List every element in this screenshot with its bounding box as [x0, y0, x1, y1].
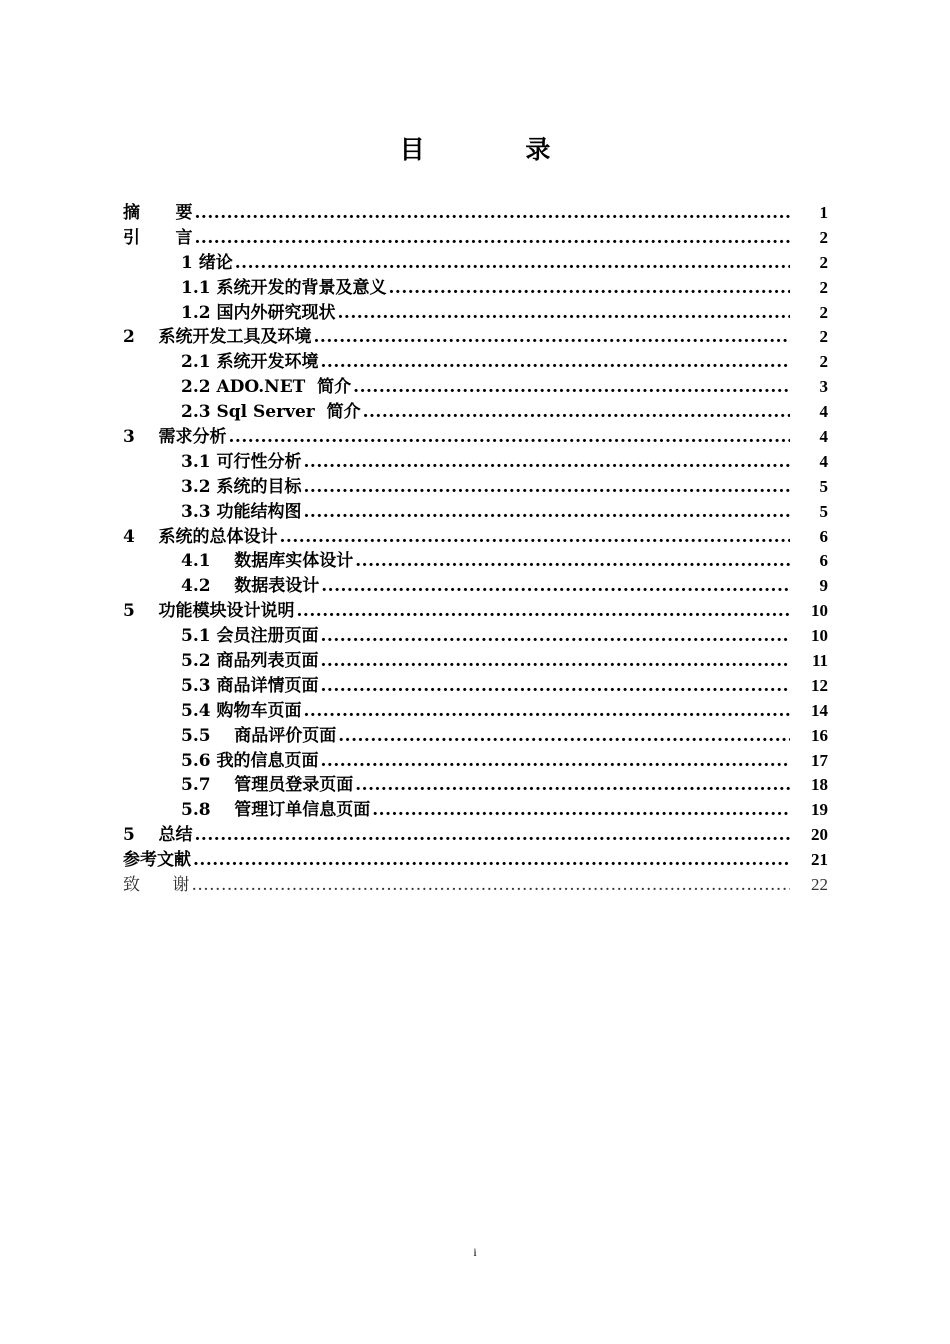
toc-dot-leader — [195, 203, 790, 223]
toc-entry[interactable] — [123, 646, 828, 671]
page-title: 目 录 — [399, 135, 597, 164]
toc-dot-leader — [321, 626, 791, 646]
toc-entry[interactable] — [123, 621, 828, 646]
toc-dot-leader — [355, 551, 790, 571]
toc-entry-label: 3.3 功能结构图 — [181, 501, 302, 522]
toc-entry-label: 5.3 商品详情页面 — [181, 675, 319, 696]
toc-entry[interactable] — [123, 770, 828, 795]
toc-entry-label: 2.2 ADO.NET 简介 — [181, 377, 352, 398]
toc-page-number: 2 — [819, 302, 828, 322]
toc-dot-leader — [304, 477, 791, 497]
toc-dot-leader — [314, 327, 790, 347]
toc-dot-leader — [389, 278, 791, 298]
toc-page-number: 16 — [811, 725, 828, 745]
toc-page-number: 4 — [819, 427, 828, 447]
toc-dot-leader — [193, 850, 790, 870]
toc-entry[interactable] — [123, 198, 828, 223]
toc-dot-leader — [363, 402, 790, 422]
toc-entry-label: 参考文献 — [123, 850, 191, 871]
toc-page-number: 2 — [819, 327, 828, 347]
toc-entry-label: 5.5 商品评价页面 — [181, 725, 337, 746]
toc-page-number: 4 — [819, 402, 828, 422]
toc-page-number: 2 — [819, 277, 828, 297]
toc-entry[interactable] — [123, 397, 828, 422]
toc-page-number: 22 — [811, 875, 828, 895]
toc-page-number: 18 — [811, 775, 828, 795]
table-of-contents — [123, 198, 828, 895]
toc-dot-leader — [355, 775, 790, 795]
toc-entry-label: 5.6 我的信息页面 — [181, 750, 319, 771]
toc-dot-leader — [235, 253, 790, 273]
toc-dot-leader — [195, 228, 790, 248]
page-number-footer: i — [473, 1245, 477, 1259]
toc-entry-label: 引 言 — [123, 227, 193, 248]
toc-page-number: 14 — [811, 700, 828, 720]
toc-dot-leader — [372, 800, 790, 820]
toc-dot-leader — [195, 825, 790, 845]
toc-dot-leader — [321, 751, 791, 771]
toc-page-number: 20 — [811, 825, 828, 845]
toc-page-number: 1 — [819, 203, 828, 222]
toc-entry-label: 2 系统开发工具及环境 — [123, 327, 312, 348]
toc-page-number: 6 — [819, 551, 828, 571]
toc-page-number: 2 — [819, 252, 828, 272]
toc-dot-leader — [191, 875, 790, 895]
toc-page-number: 5 — [819, 476, 828, 496]
toc-page-number: 10 — [811, 601, 828, 621]
toc-dot-leader — [229, 427, 790, 447]
toc-dot-leader — [321, 676, 791, 696]
toc-entry[interactable] — [123, 671, 828, 696]
toc-entry[interactable] — [123, 422, 828, 447]
toc-dot-leader — [321, 576, 790, 596]
toc-page-number: 21 — [811, 850, 828, 870]
toc-page-number: 12 — [811, 675, 828, 695]
toc-dot-leader — [280, 527, 790, 547]
toc-entry-label: 4.1 数据库实体设计 — [181, 551, 354, 572]
toc-page-number: 19 — [811, 800, 828, 820]
toc-entry[interactable] — [123, 546, 828, 571]
toc-entry-label: 2.1 系统开发环境 — [181, 352, 319, 373]
toc-entry-label: 5.8 管理订单信息页面 — [181, 800, 371, 821]
toc-dot-leader — [304, 701, 791, 721]
toc-entry[interactable] — [123, 223, 828, 248]
toc-entry[interactable] — [123, 248, 828, 273]
toc-entry-label: 5 总结 — [123, 825, 193, 846]
toc-entry-label: 1.2 国内外研究现状 — [181, 302, 336, 323]
toc-entry-label: 1 绪论 — [181, 252, 233, 273]
toc-entry[interactable] — [123, 372, 828, 397]
toc-page-number: 17 — [811, 750, 828, 770]
toc-entry[interactable] — [123, 522, 828, 547]
toc-entry-label: 3.1 可行性分析 — [181, 451, 302, 472]
toc-page-number: 4 — [819, 451, 828, 471]
toc-page-number: 9 — [819, 576, 828, 596]
toc-entry[interactable] — [123, 820, 828, 845]
toc-page-number: 3 — [819, 377, 828, 397]
toc-entry[interactable] — [123, 870, 828, 895]
toc-entry-label: 5 功能模块设计说明 — [123, 601, 295, 622]
toc-entry[interactable] — [123, 795, 828, 820]
toc-page-number: 11 — [811, 651, 828, 671]
toc-entry[interactable] — [123, 472, 828, 497]
toc-entry[interactable] — [123, 447, 828, 472]
toc-entry[interactable] — [123, 347, 828, 372]
toc-entry[interactable] — [123, 273, 828, 298]
toc-page-number: 5 — [819, 501, 828, 521]
toc-entry[interactable] — [123, 322, 828, 347]
toc-dot-leader — [304, 452, 791, 472]
toc-dot-leader — [321, 352, 791, 372]
toc-entry[interactable] — [123, 721, 828, 746]
toc-entry-label: 5.2 商品列表页面 — [181, 651, 319, 672]
toc-dot-leader — [353, 377, 790, 397]
toc-dot-leader — [321, 651, 791, 671]
toc-entry[interactable] — [123, 746, 828, 771]
toc-entry[interactable] — [123, 298, 828, 323]
toc-page-number: 2 — [819, 227, 828, 247]
toc-entry-label: 2.3 Sql Server 简介 — [181, 402, 361, 423]
toc-dot-leader — [338, 726, 790, 746]
toc-entry[interactable] — [123, 497, 828, 522]
toc-entry-label: 3 需求分析 — [123, 427, 227, 448]
toc-entry[interactable] — [123, 596, 828, 621]
toc-page-number: 6 — [819, 526, 828, 546]
toc-entry-label: 3.2 系统的目标 — [181, 476, 302, 497]
toc-entry-label: 致 谢 — [123, 875, 190, 896]
toc-entry-label: 5.1 会员注册页面 — [181, 626, 319, 647]
toc-entry-label: 4.2 数据表设计 — [181, 576, 320, 597]
toc-entry[interactable] — [123, 696, 828, 721]
toc-dot-leader — [338, 303, 791, 323]
toc-entry-label: 5.7 管理员登录页面 — [181, 775, 354, 796]
toc-page-number: 10 — [811, 626, 828, 646]
toc-dot-leader — [304, 502, 791, 522]
toc-dot-leader — [297, 601, 790, 621]
toc-page-number: 2 — [819, 352, 828, 372]
toc-entry-label: 摘 要 — [123, 203, 193, 223]
toc-entry-label: 1.1 系统开发的背景及意义 — [181, 277, 387, 298]
toc-entry-label: 5.4 购物车页面 — [181, 700, 302, 721]
toc-entry-label: 4 系统的总体设计 — [123, 526, 278, 547]
toc-entry[interactable] — [123, 845, 828, 870]
toc-entry[interactable] — [123, 571, 828, 596]
